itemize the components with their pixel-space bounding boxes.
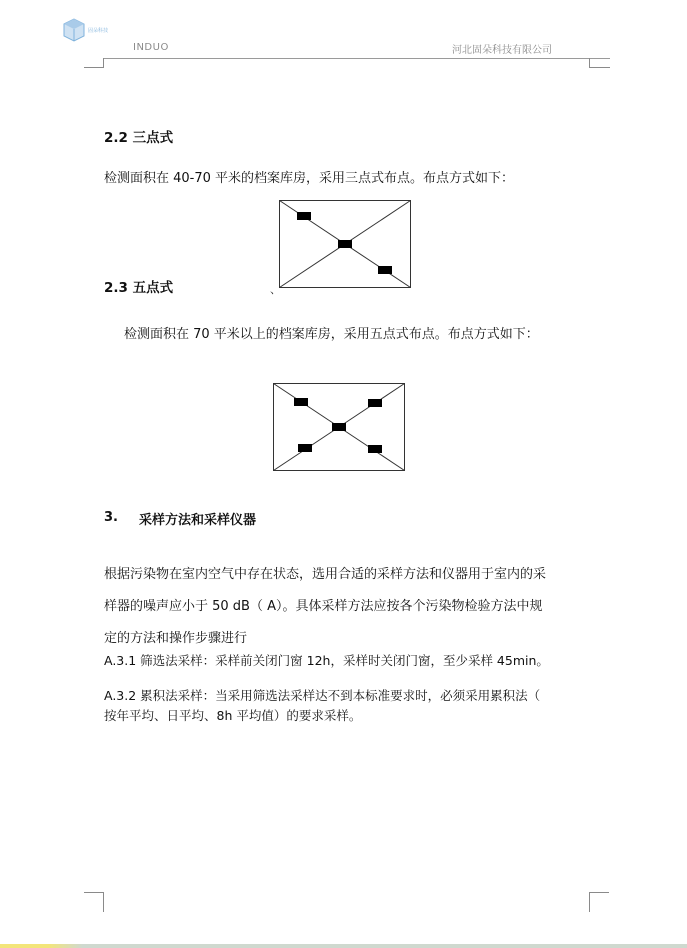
header-rule	[103, 58, 610, 59]
section-3-line-6: 按年平均、日平均、8h 平均值）的要求采样。	[104, 708, 362, 723]
section-3-line-1: 根据污染物在室内空气中存在状态，选用合适的采样方法和仪器用于室内的采	[104, 567, 547, 582]
section-2-2-heading: 2.2 三点式	[104, 130, 174, 146]
three-point-layout-diagram	[279, 200, 412, 289]
stray-mark: 、	[270, 283, 281, 296]
crop-mark-top-left	[84, 67, 104, 68]
sample-point-5	[368, 445, 382, 453]
header-left-text: INDUO	[133, 42, 169, 53]
section-2-3-heading: 2.3 五点式	[104, 280, 174, 296]
header-company-name: 河北固朵科技有限公司	[452, 45, 552, 56]
crop-mark-top-right-v	[589, 58, 590, 68]
company-logo	[62, 18, 132, 44]
crop-mark-top-left-v	[103, 58, 104, 68]
section-3-line-3: 定的方法和操作步骤进行	[104, 631, 248, 646]
five-point-layout-diagram	[273, 383, 406, 472]
section-2-2-text: 检测面积在 40-70 平米的档案库房，采用三点式布点。布点方式如下：	[104, 171, 515, 186]
section-3-line-2: 样器的噪声应小于 50 dB（ A）。具体采样方法应按各个污染物检验方法中规	[104, 599, 543, 614]
section-3-line-4: A.3.1 筛选法采样：采样前关闭门窗 12h，采样时关闭门窗，至少采样 45min。	[104, 653, 549, 668]
sample-point-3	[378, 266, 392, 274]
logo-text: 固朵科技	[88, 28, 109, 34]
sample-point-4	[298, 444, 312, 452]
sample-point-1	[297, 212, 311, 220]
bottom-status-bar	[0, 944, 687, 948]
sample-point-2	[338, 240, 352, 248]
sample-point-3	[332, 423, 346, 431]
section-3-number: 3.	[104, 510, 118, 525]
crop-mark-bottom-left	[84, 892, 104, 893]
crop-mark-bottom-right-v	[589, 892, 590, 912]
crop-mark-top-right	[590, 67, 610, 68]
section-3-heading: 采样方法和采样仪器	[139, 513, 257, 528]
crop-mark-bottom-right	[589, 892, 609, 893]
sample-point-1	[294, 398, 308, 406]
section-3-line-5: A.3.2 累积法采样：当采用筛选法采样达不到本标准要求时，必须采用累积法（	[104, 688, 541, 703]
crop-mark-bottom-left-v	[103, 892, 104, 912]
section-2-3-text: 检测面积在 70 平米以上的档案库房，采用五点式布点。布点方式如下：	[124, 327, 539, 342]
sample-point-2	[368, 399, 382, 407]
